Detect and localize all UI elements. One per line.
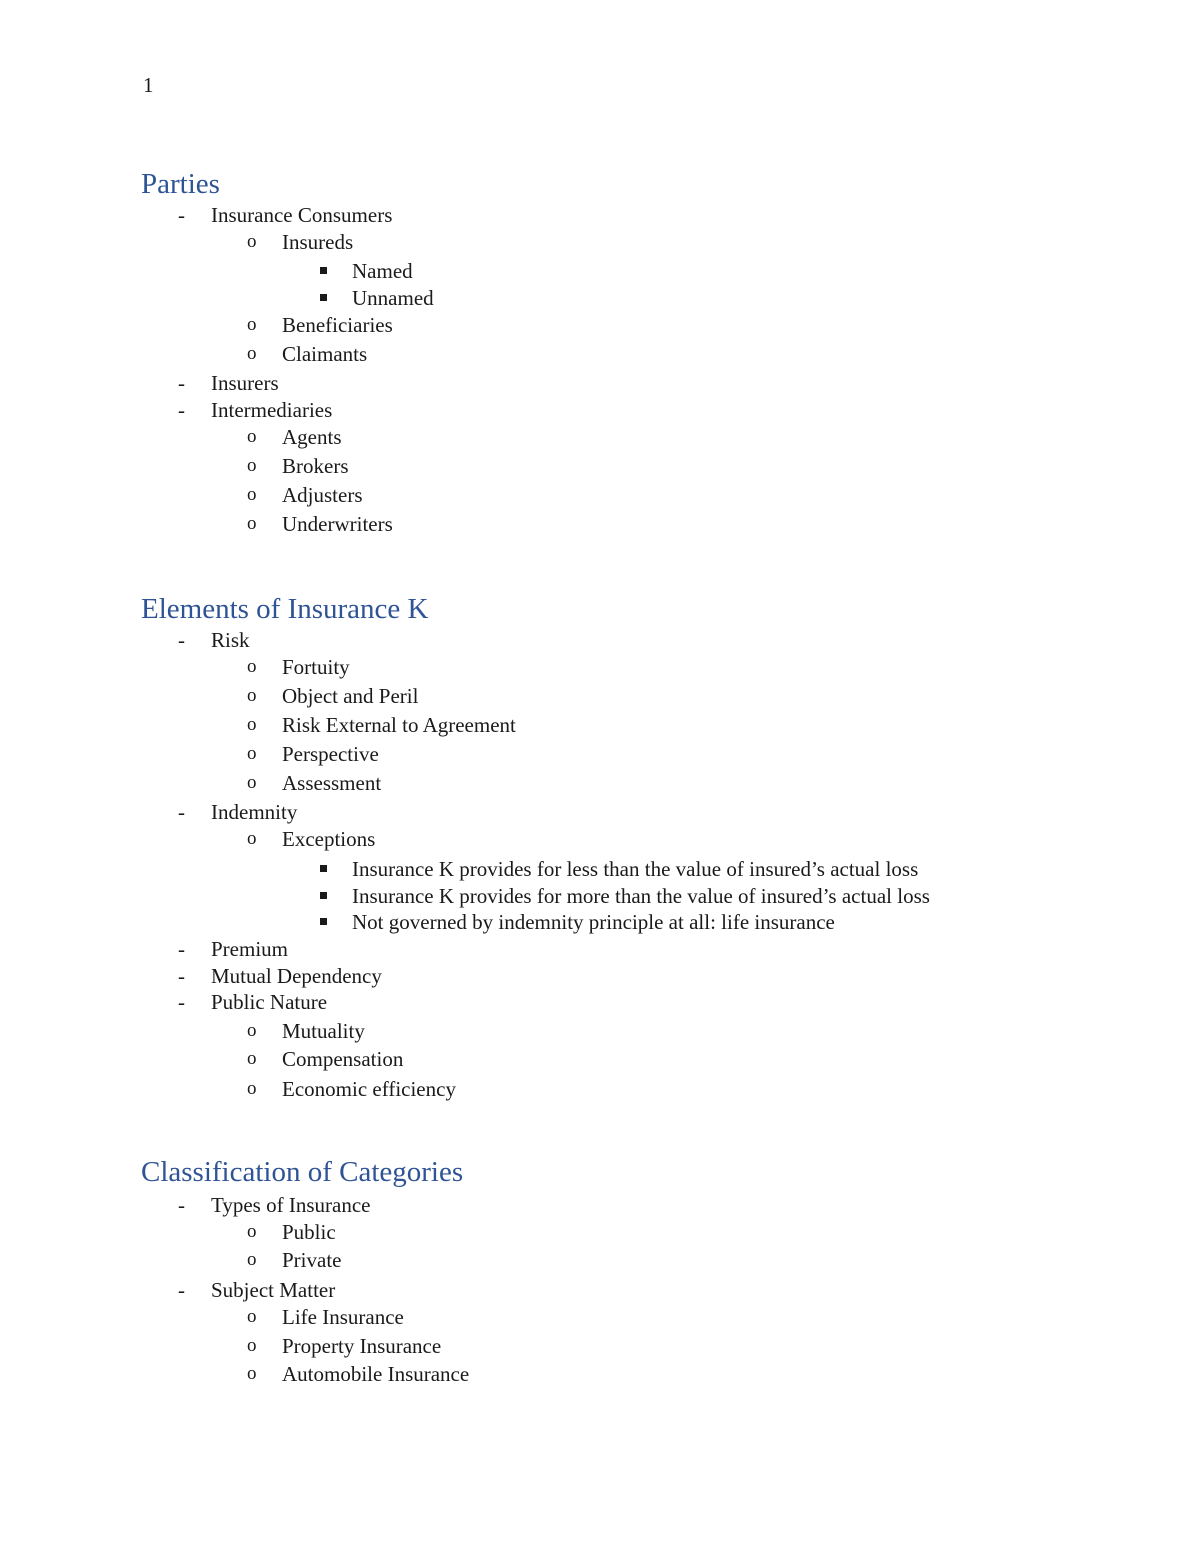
circle-bullet: o <box>247 314 257 335</box>
square-bullet-icon <box>320 865 327 872</box>
list-item <box>247 424 342 450</box>
list-item-text: Object and Peril <box>282 684 419 708</box>
list-item <box>247 229 354 255</box>
square-bullet-icon <box>320 294 327 301</box>
circle-bullet: o <box>247 231 257 252</box>
circle-bullet: o <box>247 1335 257 1356</box>
list-item-text: Claimants <box>282 342 368 366</box>
list-item-text: Premium <box>211 937 288 961</box>
list-item <box>178 627 250 653</box>
list-item-text: Perspective <box>282 742 379 766</box>
circle-bullet: o <box>247 743 257 764</box>
circle-bullet: o <box>247 513 257 534</box>
circle-bullet: o <box>247 1306 257 1327</box>
list-item-text: Not governed by indemnity principle at all: life insurance <box>352 910 835 934</box>
list-item <box>178 1192 371 1218</box>
list-item-text: Mutuality <box>282 1019 365 1043</box>
list-item <box>247 826 376 852</box>
list-item <box>247 1247 342 1273</box>
dash-bullet: - <box>178 1193 185 1217</box>
list-item-text: Public Nature <box>211 990 328 1014</box>
list-item <box>247 1304 404 1330</box>
list-item <box>178 370 279 396</box>
list-item <box>352 883 930 909</box>
list-item-text: Intermediaries <box>211 398 333 422</box>
square-bullet-icon <box>320 892 327 899</box>
list-item-text: Insurance K provides for less than the value of insured’s actual loss <box>352 857 919 881</box>
circle-bullet: o <box>247 1020 257 1041</box>
dash-bullet: - <box>178 990 185 1014</box>
circle-bullet: o <box>247 1363 257 1384</box>
circle-bullet: o <box>247 426 257 447</box>
dash-bullet: - <box>178 1278 185 1302</box>
list-item-text: Risk <box>211 628 250 652</box>
section-heading-classification: Classification of Categories <box>141 1156 464 1188</box>
circle-bullet: o <box>247 455 257 476</box>
list-item <box>247 683 419 709</box>
dash-bullet: - <box>178 937 185 961</box>
dash-bullet: - <box>178 964 185 988</box>
list-item <box>247 741 379 767</box>
list-item <box>178 799 298 825</box>
circle-bullet: o <box>247 828 257 849</box>
list-item-text: Automobile Insurance <box>282 1362 470 1386</box>
list-item <box>247 1076 456 1102</box>
list-item-text: Brokers <box>282 454 349 478</box>
list-item-text: Public <box>282 1220 336 1244</box>
circle-bullet: o <box>247 1078 257 1099</box>
list-item <box>352 258 413 284</box>
list-item <box>247 511 393 537</box>
list-item-text: Beneficiaries <box>282 313 393 337</box>
circle-bullet: o <box>247 1048 257 1069</box>
list-item <box>352 909 835 935</box>
list-item-text: Private <box>282 1248 342 1272</box>
list-item-text: Agents <box>282 425 342 449</box>
list-item <box>247 482 363 508</box>
list-item <box>247 770 382 796</box>
circle-bullet: o <box>247 343 257 364</box>
list-item <box>247 453 349 479</box>
list-item-text: Subject Matter <box>211 1278 336 1302</box>
list-item-text: Indemnity <box>211 800 298 824</box>
list-item-text: Underwriters <box>282 512 393 536</box>
circle-bullet: o <box>247 484 257 505</box>
list-item <box>352 285 434 311</box>
list-item <box>247 1219 336 1245</box>
list-item-text: Property Insurance <box>282 1334 442 1358</box>
list-item-text: Unnamed <box>352 286 434 310</box>
list-item-text: Insurance K provides for more than the value of insured’s actual loss <box>352 884 930 908</box>
dash-bullet: - <box>178 398 185 422</box>
list-item-text: Named <box>352 259 413 283</box>
list-item <box>247 341 368 367</box>
dash-bullet: - <box>178 628 185 652</box>
list-item <box>247 1333 442 1359</box>
circle-bullet: o <box>247 685 257 706</box>
list-item-text: Economic efficiency <box>282 1077 456 1101</box>
list-item <box>178 936 288 962</box>
list-item <box>178 397 333 423</box>
list-item <box>178 989 328 1015</box>
list-item-text: Risk External to Agreement <box>282 713 516 737</box>
list-item <box>178 202 393 228</box>
list-item <box>247 712 516 738</box>
list-item <box>178 963 382 989</box>
section-heading-elements: Elements of Insurance K <box>141 593 429 625</box>
list-item-text: Compensation <box>282 1047 404 1071</box>
circle-bullet: o <box>247 714 257 735</box>
list-item <box>247 654 350 680</box>
circle-bullet: o <box>247 656 257 677</box>
square-bullet-icon <box>320 918 327 925</box>
circle-bullet: o <box>247 1221 257 1242</box>
list-item-text: Types of Insurance <box>211 1193 371 1217</box>
list-item-text: Exceptions <box>282 827 376 851</box>
list-item <box>247 312 393 338</box>
circle-bullet: o <box>247 772 257 793</box>
page-number: 1 <box>143 73 154 97</box>
list-item <box>352 856 918 882</box>
list-item <box>247 1361 470 1387</box>
circle-bullet: o <box>247 1249 257 1270</box>
dash-bullet: - <box>178 203 185 227</box>
list-item <box>178 1277 336 1303</box>
list-item <box>247 1046 404 1072</box>
list-item-text: Adjusters <box>282 483 363 507</box>
list-item-text: Life Insurance <box>282 1305 404 1329</box>
list-item-text: Assessment <box>282 771 382 795</box>
list-item-text: Insurers <box>211 371 279 395</box>
list-item-text: Fortuity <box>282 655 350 679</box>
list-item-text: Insurance Consumers <box>211 203 393 227</box>
list-item-text: Insureds <box>282 230 354 254</box>
dash-bullet: - <box>178 371 185 395</box>
list-item-text: Mutual Dependency <box>211 964 382 988</box>
section-heading-parties: Parties <box>141 168 220 200</box>
square-bullet-icon <box>320 267 327 274</box>
list-item <box>247 1018 365 1044</box>
dash-bullet: - <box>178 800 185 824</box>
